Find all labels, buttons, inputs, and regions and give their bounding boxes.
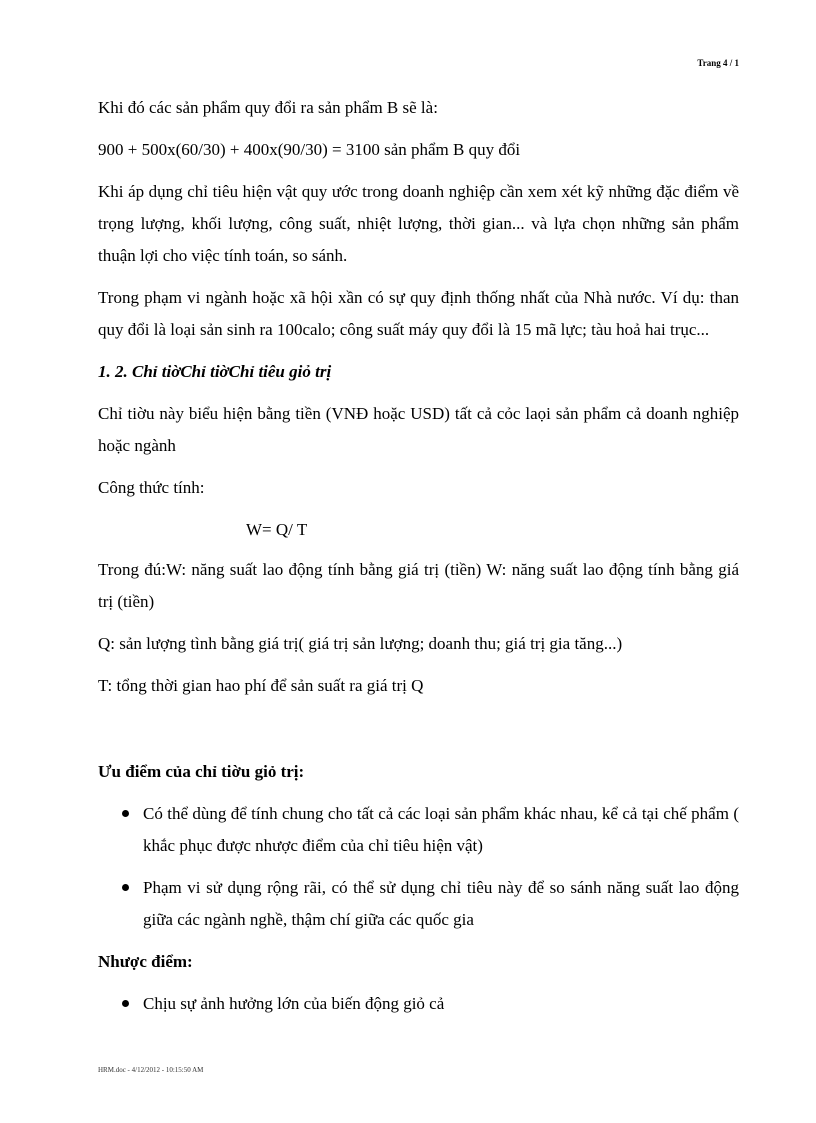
bullet-icon <box>122 884 129 891</box>
paragraph: T: tổng thời gian hao phí để sản suất ra giá trị Q <box>98 676 424 695</box>
section-heading: 1. 2. Chỉ tiờChỉ tiờChỉ tiêu giỏ trị <box>98 362 332 381</box>
spacer <box>98 712 739 756</box>
paragraph: Trong đú:W: năng suất lao động tính bằng giá trị (tiền) W: năng suất lao động tính bằng giá trị (tiền) <box>98 560 739 611</box>
disadvantages-list <box>98 988 739 1020</box>
document-body <box>98 92 739 1030</box>
bullet-icon <box>122 1000 129 1007</box>
advantages-list <box>98 798 739 936</box>
paragraph: Chỉ tiờu này biểu hiện bằng tiền (VNĐ hoặc USD) tất cả cỏc laọi sản phẩm cả doanh nghiệp hoặc ngành <box>98 404 739 455</box>
page-number: Trang 4 / 1 <box>697 58 739 68</box>
paragraph: Q: sản lượng tình bằng giá trị( giá trị sản lượng; doanh thu; giá trị gia tăng...) <box>98 634 623 653</box>
disadvantages-heading: Nhược điểm: <box>98 952 193 971</box>
list-item-text: Có thể dùng để tính chung cho tất cả các loại sản phẩm khác nhau, kể cả tại chế phẩm ( khắc phục được nhược điểm của chỉ tiêu hiện vật) <box>143 804 739 855</box>
paragraph-equation: 900 + 500x(60/30) + 400x(90/30) = 3100 sản phẩm B quy đổi <box>98 140 521 159</box>
formula: W= Q/ T <box>246 520 308 539</box>
list-item-text: Chịu sự ảnh hưởng lớn của biến động giỏ cả <box>143 994 445 1013</box>
paragraph: Khi đó các sản phẩm quy đổi ra sản phẩm B sẽ là: <box>98 98 438 117</box>
list-item <box>98 872 739 936</box>
list-item-text: Phạm vi sử dụng rộng rãi, có thể sử dụng chỉ tiêu này để so sánh năng suất lao động giữa các ngành nghề, thậm chí giữa các quốc gia <box>143 878 739 929</box>
paragraph: Khi áp dụng chỉ tiêu hiện vật quy ước trong doanh nghiệp cần xem xét kỹ những đặc điểm về trọng lượng, khối lượng, công suất, nhiệt lượng, thời gian... và lựa chọn những sản phẩm thuận lợi cho việc tính toán, so sánh. <box>98 182 739 265</box>
page-footer: HRM.doc - 4/12/2012 - 10:15:50 AM <box>98 1066 204 1074</box>
list-item <box>98 798 739 862</box>
paragraph: Công thức tính: <box>98 478 205 497</box>
list-item <box>98 988 739 1020</box>
advantages-heading: Ưu điểm của chỉ tiờu giỏ trị: <box>98 762 305 781</box>
paragraph: Trong phạm vi ngành hoặc xã hội xần có sự quy định thống nhất của Nhà nước. Ví dụ: than quy đổi là loại sản sinh ra 100calo; công suất máy quy đổi là 15 mã lực; tàu hoả hai trục... <box>98 288 739 339</box>
bullet-icon <box>122 810 129 817</box>
